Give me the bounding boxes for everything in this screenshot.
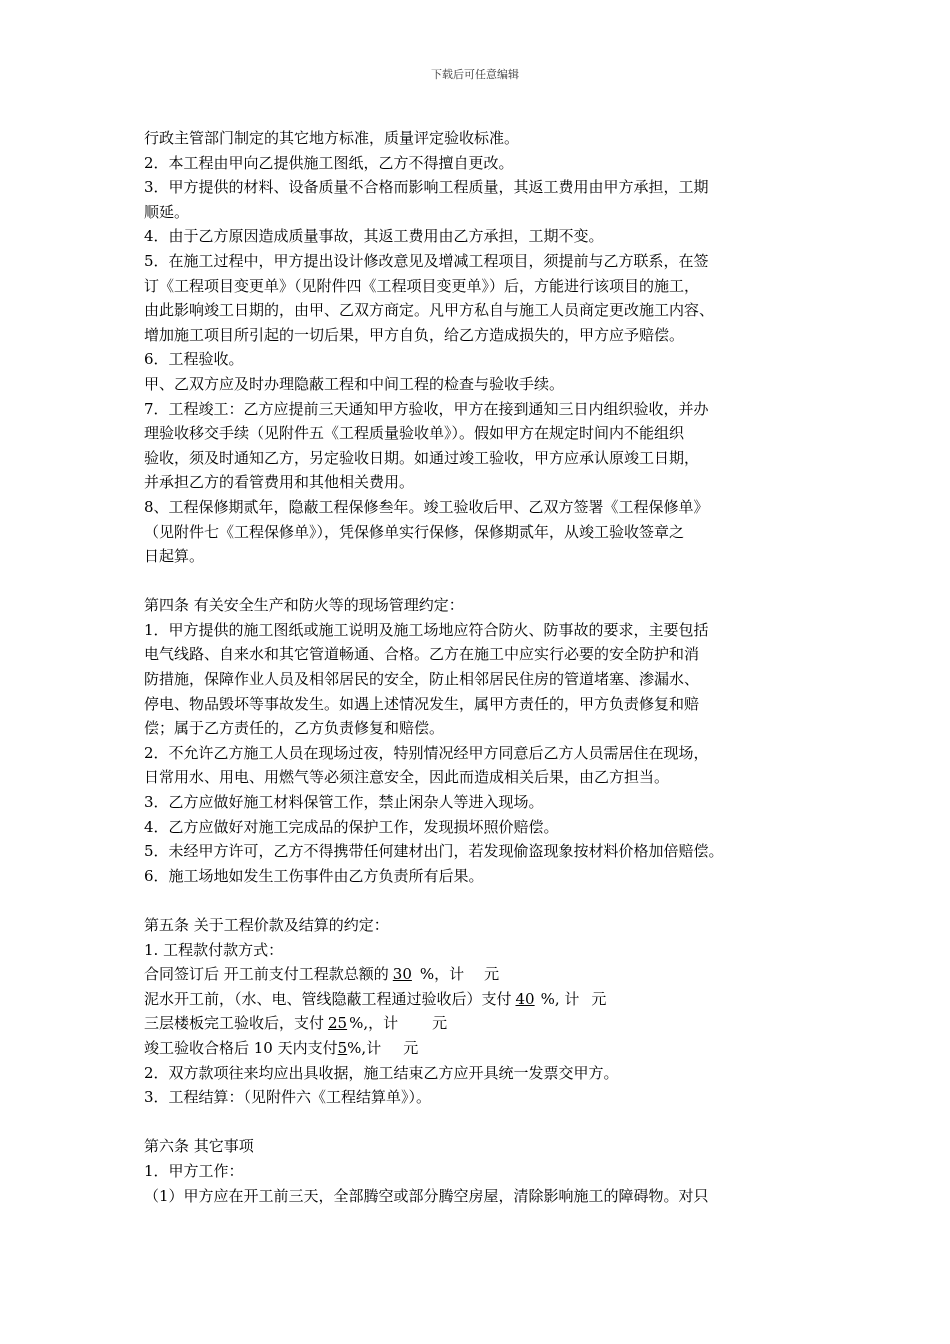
payment-percent: 5 — [337, 1038, 348, 1057]
text-line: 增加施工项目所引起的一切后果，甲方自负，给乙方造成损失的，甲方应予赔偿。 — [144, 325, 685, 344]
text-line: 4．乙方应做好对施工完成品的保护工作，发现损坏照价赔偿。 — [144, 817, 559, 836]
payment-percent: 40 — [515, 989, 535, 1008]
text-line: 8、工程保修期贰年，隐蔽工程保修叁年。竣工验收后甲、乙双方签署《工程保修单》 — [144, 497, 709, 516]
payment-line — [144, 1036, 824, 1061]
payment-unit: %,，计 — [349, 1014, 399, 1033]
payment-currency: 元 — [484, 965, 500, 984]
text-line: 3．甲方提供的材料、设备质量不合格而影响工程质量，其返工费用由甲方承担，工期 — [144, 178, 709, 197]
text-line: 甲、乙双方应及时办理隐蔽工程和中间工程的检查与验收手续。 — [144, 374, 565, 393]
payment-currency: 元 — [432, 1014, 448, 1033]
section-heading: 第六条 其它事项 — [144, 1137, 254, 1156]
text-line: 6．施工场地如发生工伤事件由乙方负责所有后果。 — [144, 866, 484, 885]
text-line: 停电、物品毁坏等事故发生。如遇上述情况发生，属甲方责任的，甲方负责修复和赔 — [144, 694, 700, 713]
blank-line — [144, 569, 824, 594]
blank-line — [144, 1110, 824, 1135]
text-line: 5．在施工过程中，甲方提出设计修改意见及增减工程项目，须提前与乙方联系，在签 — [144, 251, 709, 270]
text-line: 2．本工程由甲向乙提供施工图纸，乙方不得擅自更改。 — [144, 153, 514, 172]
text-line: 3．工程结算：（见附件六《工程结算单》）。 — [144, 1088, 432, 1107]
text-line: 4．由于乙方原因造成质量事故，其返工费用由乙方承担，工期不变。 — [144, 227, 604, 246]
text-line: 订《工程项目变更单》（见附件四《工程项目变更单》）后，方能进行该项目的施工， — [144, 276, 700, 295]
text-line: 并承担乙方的看管费用和其他相关费用。 — [144, 473, 415, 492]
payment-percent: 25 — [328, 1014, 348, 1033]
text-line: 由此影响竣工日期的，由甲、乙双方商定。凡甲方私自与施工人员商定更改施工内容、 — [144, 301, 715, 320]
text-line: 2．不允许乙方施工人员在现场过夜，特别情况经甲方同意后乙方人员需居住在现场， — [144, 743, 709, 762]
text-line: （见附件七《工程保修单》），凭保修单实行保修，保修期贰年，从竣工验收签章之 — [144, 522, 685, 541]
payment-currency: 元 — [403, 1038, 419, 1057]
text-line: 验收，须及时通知乙方，另定验收日期。如通过竣工验收，甲方应承认原竣工日期， — [144, 448, 700, 467]
text-line: 3．乙方应做好施工材料保管工作，禁止闲杂人等进入现场。 — [144, 793, 544, 812]
payment-unit: %，计 — [419, 965, 465, 984]
payment-percent: 30 — [392, 965, 412, 984]
text-line: 7．工程竣工：乙方应提前三天通知甲方验收，甲方在接到通知三日内组织验收，并办 — [144, 399, 709, 418]
payment-unit: %,计 — [347, 1038, 382, 1057]
text-line: 防措施，保障作业人员及相邻居民的安全，防止相邻居民住房的管道堵塞、渗漏水、 — [144, 670, 700, 689]
blank-line — [144, 888, 824, 913]
text-line: 1．甲方工作： — [144, 1161, 244, 1180]
text-line: （1）甲方应在开工前三天，全部腾空或部分腾空房屋，清除影响施工的障碍物。对只 — [144, 1186, 709, 1205]
payment-unit: %, 计 — [540, 989, 580, 1008]
body-text-block-1 — [144, 126, 824, 962]
text-line: 1．甲方提供的施工图纸或施工说明及施工场地应符合防火、防事故的要求，主要包括 — [144, 620, 709, 639]
document-body — [144, 126, 824, 1208]
text-line: 顺延。 — [144, 202, 190, 221]
payment-terms-block — [144, 962, 824, 1060]
section-heading: 第四条 有关安全生产和防火等的现场管理约定： — [144, 596, 464, 615]
text-line: 6．工程验收。 — [144, 350, 244, 369]
section-heading: 第五条 关于工程价款及结算的约定： — [144, 916, 389, 934]
body-text-block-2 — [144, 1061, 824, 1209]
payment-desc: 竣工验收合格后 10 天内支付 — [144, 1038, 338, 1057]
text-line: 行政主管部门制定的其它地方标准，质量评定验收标准。 — [144, 129, 520, 147]
text-line: 5．未经甲方许可，乙方不得携带任何建材出门，若发现偷盗现象按材料价格加倍赔偿。 — [144, 842, 724, 861]
text-line: 日常用水、用电、用燃气等必须注意安全，因此而造成相关后果，由乙方担当。 — [144, 768, 670, 787]
payment-line — [144, 962, 824, 987]
text-line: 电气线路、自来水和其它管道畅通、合格。乙方在施工中应实行必要的安全防护和消 — [144, 645, 700, 664]
text-line: 偿；属于乙方责任的，乙方负责修复和赔偿。 — [144, 719, 445, 738]
payment-desc: 三层楼板完工验收后，支付 — [144, 1014, 325, 1033]
payment-currency: 元 — [591, 989, 607, 1008]
payment-line — [144, 1011, 824, 1036]
text-line: 理验收移交手续（见附件五《工程质量验收单》）。假如甲方在规定时间内不能组织 — [144, 424, 685, 443]
page-header: 下载后可任意编辑 — [431, 68, 519, 81]
payment-desc: 合同签订后 开工前支付工程款总额的 — [144, 965, 389, 984]
text-line: 1. 工程款付款方式： — [144, 940, 284, 959]
text-line: 日起算。 — [144, 547, 205, 566]
payment-line — [144, 987, 824, 1012]
payment-desc: 泥水开工前，（水、电、管线隐蔽工程通过验收后）支付 — [144, 989, 512, 1008]
text-line: 2．双方款项往来均应出具收据，施工结束乙方应开具统一发票交甲方。 — [144, 1063, 619, 1082]
